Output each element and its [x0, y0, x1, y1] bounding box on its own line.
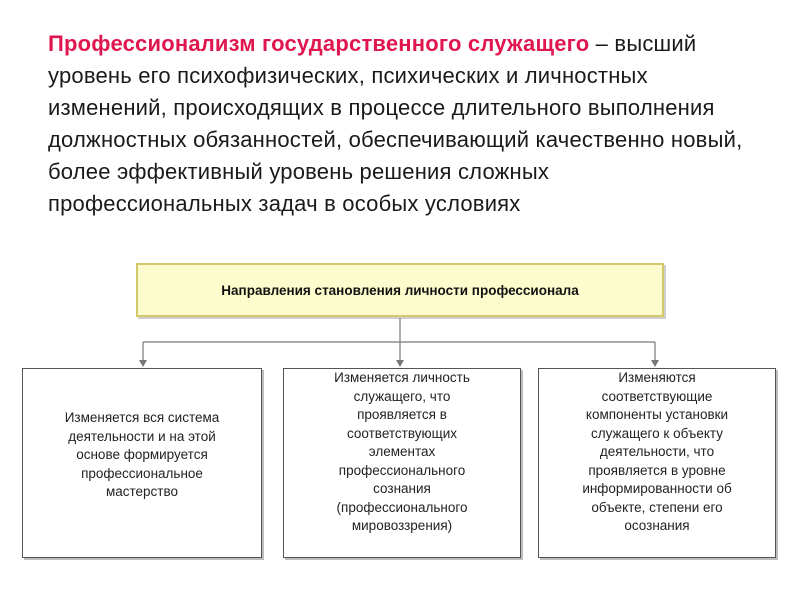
arrowhead-left: [139, 360, 147, 367]
definition-paragraph: [48, 28, 748, 220]
diagram-heading: Направления становления личности профессионала: [221, 282, 579, 298]
definition-text: – высший уровень его психофизических, психических и личностных изменений, происходящих в процессе длительного выполнения должностных обязанностей, обеспечивающий качественно новый, более эффективный уровень решения сложных профессиональных задач в особых условиях: [48, 31, 743, 216]
arrowhead-right: [651, 360, 659, 367]
arrowhead-middle: [396, 360, 404, 367]
direction-box-activity: Изменяется вся система деятельности и на этой основе формируется профессиональное мастерство: [22, 368, 262, 558]
direction-box-attitude: Изменяются соответствующие компоненты установки служащего к объекту деятельности, что проявляется в уровне информированности об объекте, степени его осознания: [538, 368, 776, 558]
diagram-heading-box: [136, 263, 664, 317]
direction-box-personality: Изменяется личность служащего, что проявляется в соответствующих элементах профессионального сознания (профессионального мировоззрения): [283, 368, 521, 558]
definition-term: Профессионализм государственного служащего: [48, 31, 590, 56]
